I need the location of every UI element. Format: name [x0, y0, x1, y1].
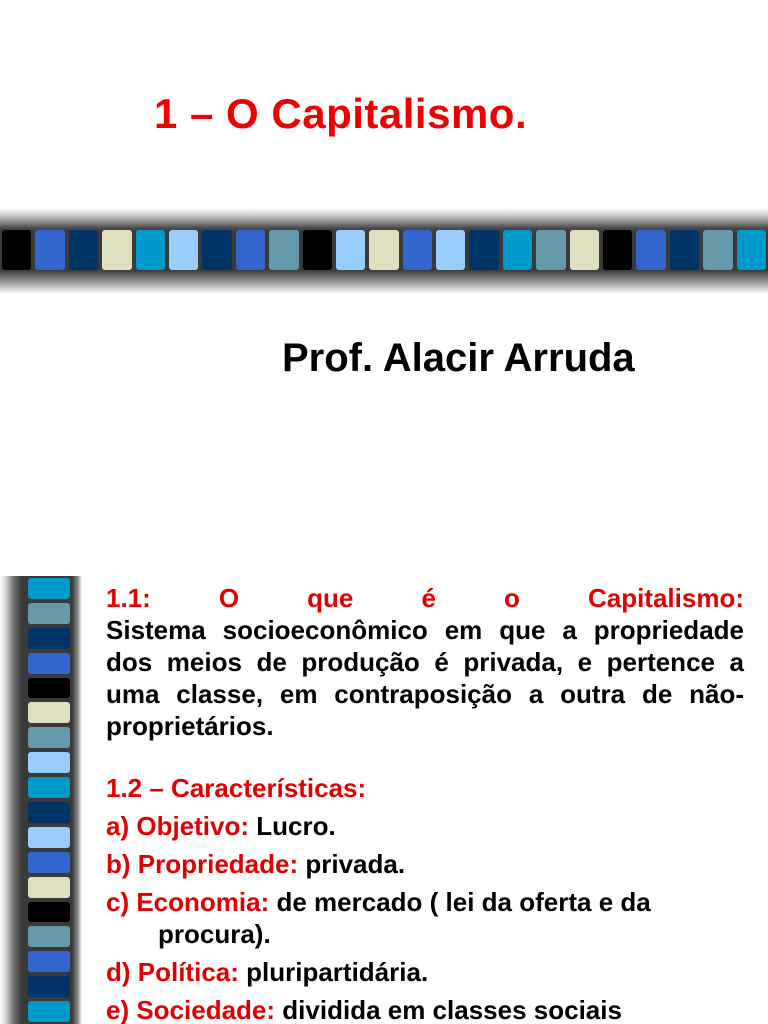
stripe-tile [202, 230, 231, 270]
heading-word: 1.1: [106, 583, 151, 613]
decorative-vertical-band [0, 576, 82, 1024]
decorative-band [0, 208, 768, 294]
stripe-tile [28, 902, 70, 923]
feature-text: de mercado ( lei da oferta e da [276, 887, 651, 917]
features-heading: 1.2 – Características: [106, 773, 367, 803]
stripe-tile [28, 852, 70, 873]
feature-label: a) Objetivo: [106, 811, 250, 841]
heading-word: O [218, 583, 240, 613]
stripe-tile [369, 230, 398, 270]
slide-body [106, 582, 744, 1024]
stripe-tile [35, 230, 64, 270]
slide-title: 1 – O Capitalismo. [154, 90, 528, 137]
author-name: Prof. Alacir Arruda [282, 336, 635, 380]
heading-word: o [504, 583, 520, 613]
heading-word: Capitalismo: [587, 583, 744, 613]
stripe-tile [102, 230, 131, 270]
stripe-tile [303, 230, 332, 270]
stripe-tile [28, 578, 70, 599]
content-slide [0, 576, 768, 1024]
stripe-tile [703, 230, 732, 270]
color-stripe [0, 230, 768, 270]
feature-item [106, 848, 744, 880]
stripe-tile [670, 230, 699, 270]
feature-item [106, 886, 744, 950]
stripe-tile [28, 678, 70, 699]
definition-text: Sistema socioeconômico em que a propriedade dos meios de produção é privada, e pertence a uma classe, em contraposição a outra de não-proprietários. [106, 615, 744, 741]
stripe-tile [28, 653, 70, 674]
stripe-tile [28, 802, 70, 823]
stripe-tile [136, 230, 165, 270]
heading-word: que [307, 583, 354, 613]
feature-text: dividida em classes sociais [282, 995, 622, 1024]
feature-continuation: procura). [158, 919, 271, 949]
feature-text: pluripartidária. [246, 957, 429, 987]
stripe-tile [69, 230, 98, 270]
feature-item [106, 956, 744, 988]
vertical-color-stripe [28, 576, 70, 1024]
feature-label: e) Sociedade: [106, 995, 276, 1024]
stripe-tile [269, 230, 298, 270]
heading-word: é [421, 583, 436, 613]
stripe-tile [28, 877, 70, 898]
stripe-tile [469, 230, 498, 270]
stripe-tile [28, 976, 70, 997]
feature-text: privada. [305, 849, 406, 879]
feature-item [106, 810, 744, 842]
stripe-tile [336, 230, 365, 270]
stripe-tile [28, 702, 70, 723]
stripe-tile [2, 230, 31, 270]
stripe-tile [603, 230, 632, 270]
stripe-tile [236, 230, 265, 270]
stripe-tile [503, 230, 532, 270]
stripe-tile [28, 951, 70, 972]
stripe-tile [169, 230, 198, 270]
stripe-tile [28, 752, 70, 773]
stripe-tile [28, 727, 70, 748]
stripe-tile [28, 827, 70, 848]
feature-item [106, 994, 744, 1024]
feature-label: b) Propriedade: [106, 849, 299, 879]
stripe-tile [28, 628, 70, 649]
stripe-tile [436, 230, 465, 270]
stripe-tile [636, 230, 665, 270]
definition-heading [106, 582, 744, 614]
stripe-tile [28, 1001, 70, 1022]
stripe-tile [28, 603, 70, 624]
stripe-tile [570, 230, 599, 270]
stripe-tile [403, 230, 432, 270]
feature-label: d) Política: [106, 957, 239, 987]
stripe-tile [536, 230, 565, 270]
feature-text: Lucro. [256, 811, 336, 841]
stripe-tile [737, 230, 766, 270]
feature-label: c) Economia: [106, 887, 270, 917]
stripe-tile [28, 777, 70, 798]
stripe-tile [28, 926, 70, 947]
